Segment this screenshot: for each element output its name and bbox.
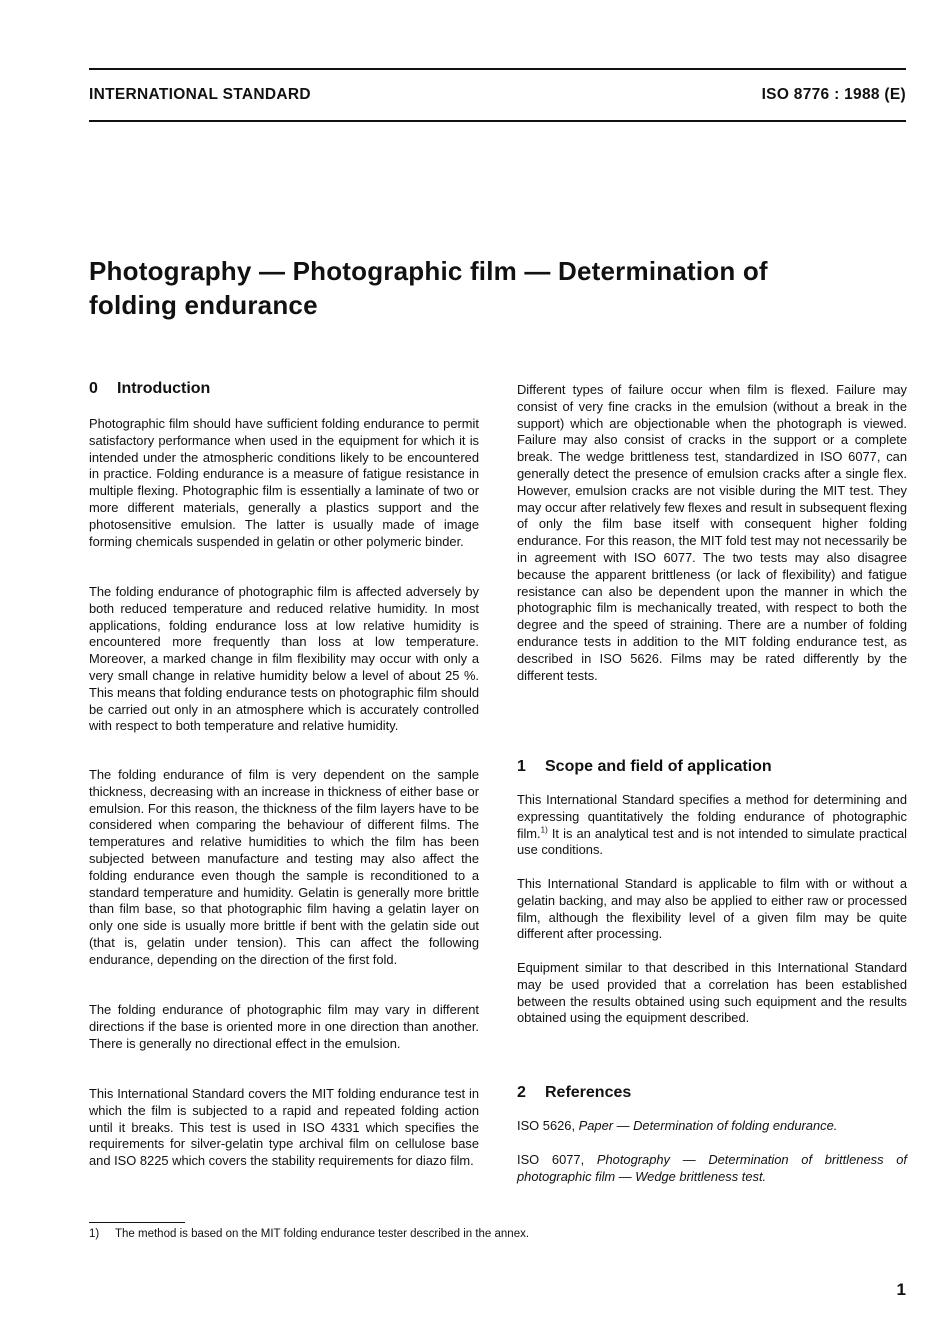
page-number: 1 (896, 1280, 906, 1299)
header-document-type: INTERNATIONAL STANDARD (89, 86, 311, 103)
intro-paragraph-4: The folding endurance of photographic film may vary in different directions if the base is oriented more in one direction than another. There is generally no directional effect in the emulsion. (89, 1002, 479, 1051)
section-2-heading (517, 1084, 631, 1102)
section-0-number: 0 (89, 380, 98, 397)
scope-paragraph-2: This International Standard is applicable to film with or without a gelatin backing, and may also be applied to either raw or processed film, although the flexibility level of a given film may be quite different after processing. (517, 876, 907, 942)
right-column (517, 876, 907, 943)
section-2-title: References (545, 1084, 632, 1101)
footnote (89, 1228, 529, 1240)
right-column (517, 792, 907, 859)
reference-1 (517, 1118, 907, 1135)
header-standard-number: ISO 8776 : 1988 (E) (761, 86, 906, 103)
scope-paragraph-1 (517, 792, 907, 859)
header-bottom-rule (89, 120, 906, 122)
footnote-reference: 1) (540, 825, 548, 835)
section-1-number: 1 (517, 758, 526, 775)
left-column (89, 584, 479, 735)
section-0-title: Introduction (117, 380, 211, 397)
left-column (89, 416, 479, 550)
left-column (89, 767, 479, 969)
scope-paragraph-1-text: This International Standard specifies a method for determining and expressing quantitatively the folding endurance of photographic film. (517, 792, 907, 841)
intro-paragraph-5: This International Standard covers the MIT folding endurance test in which the film is subjected to a rapid and repeated folding action until it breaks. This test is used in ISO 4331 which specifies the requirements for silver-gelatin type archival film on cellulose base and ISO 8225 which covers the stability requirements for diazo film. (89, 1086, 479, 1169)
footnote-text: The method is based on the MIT folding endurance tester described in the annex. (115, 1228, 530, 1240)
section-1-title: Scope and field of application (545, 758, 772, 775)
intro-paragraph-1: Photographic film should have sufficient folding endurance to permit satisfactory performance when used in the equipment for which it is intended under the atmospheric conditions likely to be encountered in practice. Folding endurance is a measure of fatigue resistance in multiple flexing. Photographic film is essentially a laminate of two or more different materials, generally a plastics support and the photosensitive emulsion. The latter is usually made of image forming chemicals suspended in gelatin or other polymeric binder. (89, 416, 479, 549)
reference-2 (517, 1152, 907, 1186)
scope-paragraph-1-text-cont: It is an analytical test and is not intended to simulate practical use conditions. (517, 825, 907, 858)
section-1-heading (517, 758, 772, 776)
right-column (517, 382, 907, 684)
left-column (89, 1002, 479, 1052)
intro-paragraph-6: Different types of failure occur when film is flexed. Failure may consist of very fine cracks in the emulsion (without a break in the support) which are objectionable when the photograph is viewed. Failure may also consist of cracks in the support or a complete break. The wedge brittleness test, standardized in ISO 6077, can generally detect the presence of emulsion cracks after a single flex. However, emulsion cracks are not visible during the MIT test. They may occur after relatively few flexes and result in subsequent flexing of only the film base itself with consequent higher folding endurance. For this reason, the MIT fold test may not necessarily be in agreement with ISO 6077. The two tests may also disagree because the apparent brittleness (or lack of flexibility) and fatigue resistance can also be dependent upon the manner in which the photographic film is mechanically treated, with respect to both the degree and the speed of straining. There are a number of folding endurance tests in addition to the MIT folding endurance test, as described in ISO 5626. Films may be rated differently by the different tests. (517, 382, 907, 683)
intro-paragraph-2: The folding endurance of photographic film is affected adversely by both reduced temperature and reduced relative humidity. In most applications, folding endurance loss at low relative humidity is encountered more frequently than loss at low temperature. Moreover, a marked change in film flexibility may occur with only a very small change in relative humidity below a level of about 25 %. This means that folding endurance tests on photographic film should be carried out only in an atmosphere which is accurately controlled with respect to both temperature and relative humidity. (89, 584, 479, 734)
document-title (89, 254, 889, 322)
reference-1-code: ISO 5626, (517, 1118, 576, 1133)
footnote-rule (89, 1222, 185, 1223)
right-column (517, 960, 907, 1027)
reference-2-title: Photography — Determination of brittleness of photographic film — Wedge brittleness test. (517, 1152, 907, 1184)
footnote-mark: 1) (89, 1228, 100, 1240)
section-0-heading (89, 380, 210, 398)
reference-1-title: Paper — Determination of folding endurance. (578, 1118, 838, 1133)
scope-paragraph-3: Equipment similar to that described in this International Standard may be used provided that a correlation has been established between the results obtained using such equipment and the results obtained using the equipment described. (517, 960, 907, 1026)
title-line-1: Photography — Photographic film — Determination of (89, 256, 768, 286)
title-line-2: folding endurance (89, 290, 318, 320)
left-column (89, 1086, 479, 1170)
intro-paragraph-3: The folding endurance of film is very dependent on the sample thickness, decreasing with an increase in thickness of either base or emulsion. For this reason, the thickness of the film layers have to be considered when comparing the behaviour of different films. The temperatures and relative humidities to which the film has been subjected between manufacture and testing may also affect the folding endurance even though the sample is reconditioned to a standard temperature and humidity. Gelatin is generally more brittle than film base, so that photographic film having a gelatin layer on only one side is usually more brittle if bent with the gelatin side out (that is, gelatin under tension). This can affect the following endurance, depending on the direction of the first fold. (89, 767, 479, 967)
reference-2-code: ISO 6077, (517, 1152, 585, 1167)
header-top-rule (89, 68, 906, 70)
section-2-number: 2 (517, 1084, 526, 1101)
